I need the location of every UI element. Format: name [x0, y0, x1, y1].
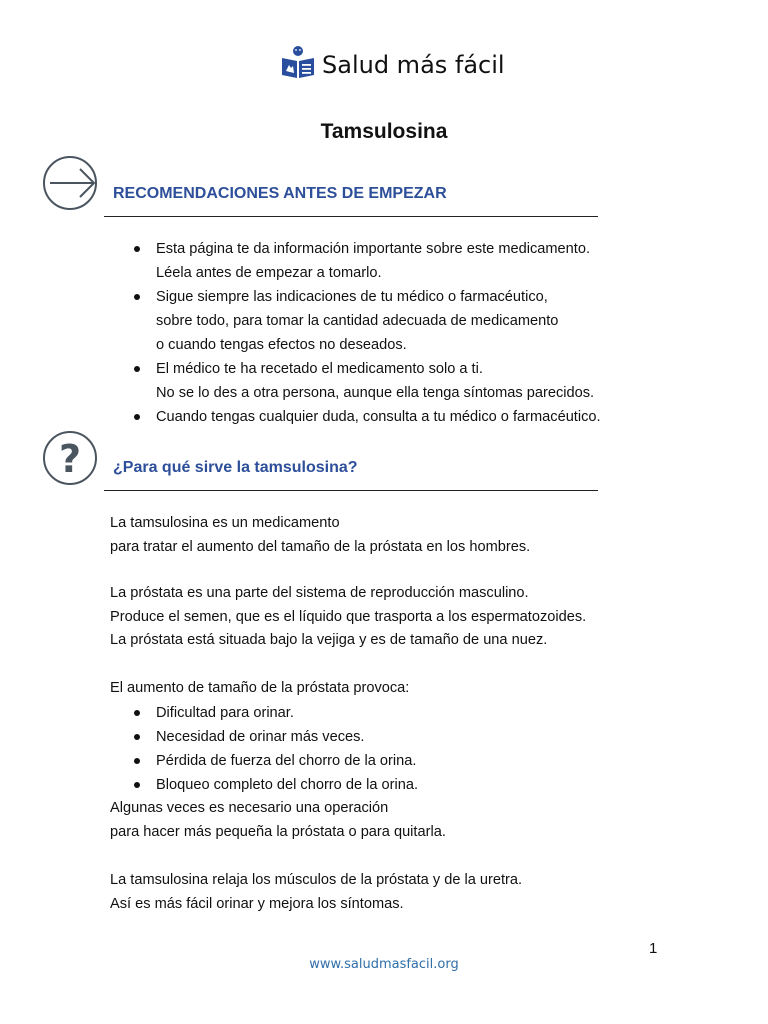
section-divider — [104, 216, 598, 217]
question-mark-circle-icon — [42, 430, 100, 486]
document-title: Tamsulosina — [320, 120, 448, 143]
recommendations-list — [110, 237, 601, 429]
list-item: Dificultad para orinar. — [110, 701, 418, 725]
logo-text: Salud más fácil — [322, 51, 505, 79]
list-item: Esta página te da información importante sobre este medicamento. Léela antes de empezar a tomarlo. — [110, 237, 601, 285]
symptoms-list — [110, 701, 418, 797]
list-item: Necesidad de orinar más veces. — [110, 725, 418, 749]
list-item: Bloqueo completo del chorro de la orina. — [110, 773, 418, 797]
svg-text:?: ? — [58, 437, 82, 481]
site-logo[interactable] — [280, 44, 505, 80]
paragraph: La tamsulosina es un medicamento para tratar el aumento del tamaño de la próstata en los hombres. — [110, 515, 531, 555]
paragraph: Algunas veces es necesario una operación para hacer más pequeña la próstata o para quitarla. — [110, 800, 446, 840]
paragraph: La próstata es una parte del sistema de reproducción masculino. Produce el semen, que es el líquido que trasporta a los espermatozoides. La próstata está situada bajo la vejiga y es de tamaño de una nuez. — [110, 585, 587, 648]
list-item: El médico te ha recetado el medicamento solo a ti. No se lo des a otra persona, aunque ella tenga síntomas parecidos. — [110, 357, 601, 405]
paragraph-intro: El aumento de tamaño de la próstata provoca: — [110, 680, 410, 696]
list-item: Sigue siempre las indicaciones de tu médico o farmacéutico, sobre todo, para tomar la cantidad adecuada de medicamento o cuando tengas efectos no deseados. — [110, 285, 601, 357]
paragraph: La tamsulosina relaja los músculos de la próstata y de la uretra. Así es más fácil orinar y mejora los síntomas. — [110, 872, 523, 912]
list-item: Cuando tengas cualquier duda, consulta a tu médico o farmacéutico. — [110, 405, 601, 429]
page-number: 1 — [649, 940, 658, 957]
list-item: Pérdida de fuerza del chorro de la orina. — [110, 749, 418, 773]
arrow-right-circle-icon — [42, 155, 100, 211]
section-divider — [104, 490, 598, 491]
section-heading-purpose: ¿Para qué sirve la tamsulosina? — [113, 459, 358, 476]
footer-website-link[interactable]: www.saludmasfacil.org — [309, 957, 459, 972]
reading-person-icon — [280, 44, 316, 80]
section-heading-recommendations: RECOMENDACIONES ANTES DE EMPEZAR — [113, 185, 447, 202]
